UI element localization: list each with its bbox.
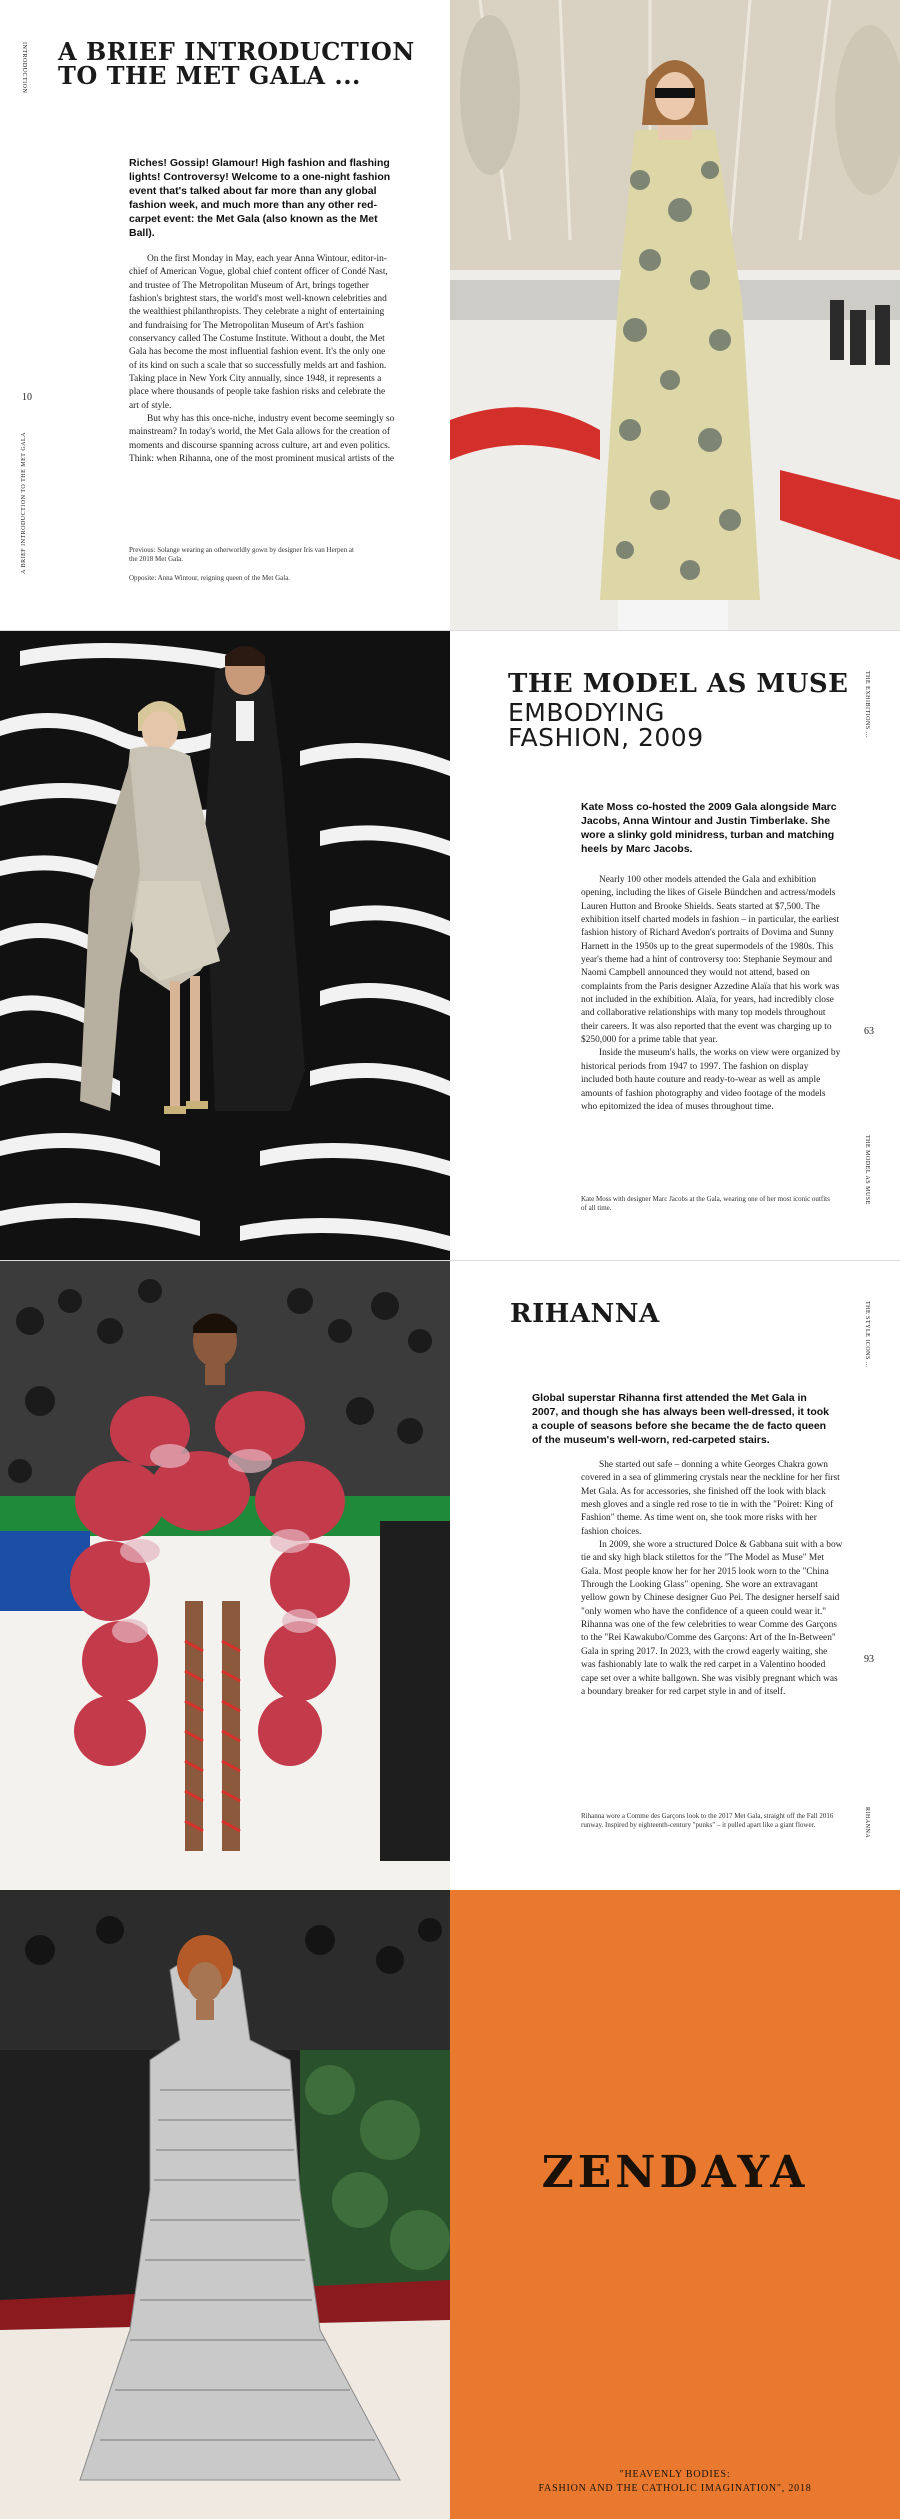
lead-paragraph: Kate Moss co-hosted the 2009 Gala alongside Marc Jacobs, Anna Wintour and Justin Timberlake. She wore a slinky gold minidress, turban and matching heels by Marc Jacobs. [581,801,837,855]
running-foot: RIHANNA [864,1807,870,1839]
caption-opposite: Opposite: Anna Wintour, reigning queen of the Met Gala. [129,574,291,582]
page-number: 10 [22,392,32,403]
running-foot: A BRIEF INTRODUCTION TO THE MET GALA [21,432,27,574]
photo-rihanna [0,1261,450,1890]
running-head: THE STYLE ICONS ... [864,1301,870,1368]
spread-model-as-muse [0,630,900,1260]
photo-caption: Kate Moss with designer Marc Jacobs at the Gala, wearing one of her most iconic outfits of all time. [581,1195,830,1213]
page-title: A BRIEF INTRODUCTION TO THE MET GALA ... [58,37,415,91]
page-title: THE MODEL AS MUSE [508,669,849,699]
lead-paragraph: Riches! Gossip! Glamour! High fashion and flashing lights! Controversy! Welcome to a one-night fashion event that's talked about far more than any global fashion week, and much more than any other red-carpet event: the Met Gala (also known as the Met Ball). [129,157,391,239]
page-number: 63 [864,1026,874,1037]
title-panel [450,1890,900,2519]
body-text: She started out safe – donning a white Georges Chakra gown covered in a sea of glimmering crystals near the neckline for her first Met Gala. As for accessories, she finished off the look with black mesh gloves and a single red rose to tie in with the "Poiret: King of Fashion" theme. As time went on, she took more risks with her fashion choices. In 2009, she wore a structured Dolce & Gabbana suit with a bow tie and sky high black stilettos for the "The Model as Muse" Met Gala. Most people know her for her 2015 look worn to the "China Through the Looking Glass" opening. She wore an extravagant yellow gown by Chinese designer Guo Pei. The designer herself said "only women who have the confidence of a queen could wear it." Rihanna was one of the few celebrities to wear Comme des Garçons to the "Rei Kawakubo/Comme des Garçons: Art of the In-Between" Gala in spring 2017. In 2023, with the crowd eagerly waiting, she was fashionably late to walk the red carpet in a Valentino hooded cape set over a white ballgown. She was visibly pregnant which was a boundary breaker for red carpet style in and of itself. [581,1460,843,1697]
caption-previous: Previous: Solange wearing an otherworldly gown by designer Iris van Herpen at the 2018 Met Gala. [129,546,354,564]
running-head: INTRODUCTION [21,42,27,94]
photo-kate-moss-marc-jacobs [0,631,450,1260]
photo-anna-wintour [450,0,900,630]
page-number: 93 [864,1654,874,1665]
spread-met-gala-intro [0,0,900,630]
spread-rihanna [0,1260,900,1890]
photo-zendaya [0,1890,450,2519]
page-subtitle: EMBODYING FASHION, 2009 [508,698,704,752]
running-head: THE EXHIBITIONS ... [864,671,870,738]
spread-zendaya [0,1890,900,2519]
exhibition-subtitle: "HEAVENLY BODIES: FASHION AND THE CATHOLIC IMAGINATION", 2018 [538,2469,812,2494]
lead-paragraph: Global superstar Rihanna first attended the Met Gala in 2007, and though she has always been well-dressed, it took a couple of seasons before she became the de facto queen of the museum's well-worn, red-carpeted stairs. [532,1392,830,1446]
body-text: Nearly 100 other models attended the Gala and exhibition opening, including the likes of Gisele Bündchen and actress/models Lauren Hutton and Brooke Shields. Seats started at $7,500. The exhibition itself charted models in fashion – in particular, the earliest fashion history of Richard Avedon's portraits of Dovima and Sunny Harnett in the 1950s up to the great supermodels of the 1980s. This year's theme had a hint of controversy too: Stephanie Seymour and Naomi Campbell announced they would not attend, based on complaints from the Paris designer Azzedine Alaïa that his work was not included in the exhibition. Alaïa, for years, had incredibly close and collaborative relationships with many top models throughout their careers. It was also reported that the event was charging up to $250,000 for a prime table that year. Inside the museum's halls, the works on view were organized by historical periods from 1947 to 1997. The fashion on display included both haute couture and ready-to-wear as well as ample amounts of fashion photography and video footage of the models who epitomized the idea of muses throughout time. [581,875,841,1112]
page-title: ZENDAYA [541,2147,809,2198]
photo-caption: Rihanna wore a Comme des Garçons look to the 2017 Met Gala, straight off the Fall 2016 runway. Inspired by eighteenth-century "punks" – it pulled apart like a giant flower. [581,1812,834,1830]
page-title: RIHANNA [510,1299,660,1329]
body-text: On the first Monday in May, each year Anna Wintour, editor-in-chief of American Vogue, global chief content officer of Condé Nast, and trustee of The Metropolitan Museum of Art, brings together fashion's brightest stars, the world's most well-known celebrities and the wealthiest philanthropists. They celebrate a night of entertaining and fundraising for The Metropolitan Museum of Art's fashion conservancy called The Costume Institute. Without a doubt, the Met Gala has become the most influential fashion event. It's the only one of its kind on such a scale that so successfully melds art and fashion. Taking place in New York City annually, since 1948, it represents a place where thousands of people take fashion risks and celebrate the art of style. But why has this once-niche, industry event become seemingly so mainstream? In today's world, the Met Gala allows for the creation of moments and discourse spanning across culture, art and even politics. Think: when Rihanna, one of the most prominent musical artists of the [129,254,395,465]
running-foot: THE MODEL AS MUSE [864,1135,870,1205]
